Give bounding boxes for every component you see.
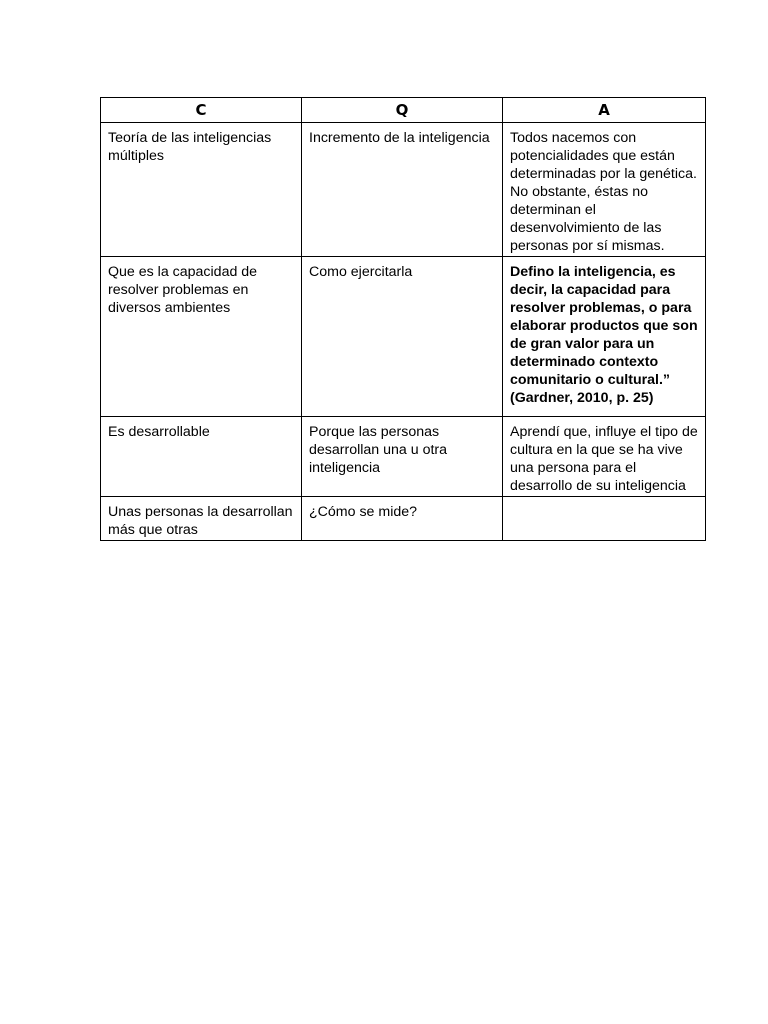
table-row — [101, 257, 706, 417]
cell-c: Que es la capacidad de resolver problemas en diversos ambientes — [101, 257, 302, 417]
table-row — [101, 497, 706, 541]
header-c: C — [101, 98, 302, 123]
cell-c: Teoría de las inteligencias múltiples — [101, 123, 302, 257]
cell-q: Como ejercitarla — [302, 257, 503, 417]
table-header-row — [101, 98, 706, 123]
cell-a — [503, 497, 706, 541]
header-a: A — [503, 98, 706, 123]
cell-q: Porque las personas desarrollan una u otra inteligencia — [302, 417, 503, 497]
cell-a: Todos nacemos con potencialidades que están determinadas por la genética. No obstante, éstas no determinan el desenvolvimiento de las personas por sí mismas. — [503, 123, 706, 257]
cell-a: Aprendí que, influye el tipo de cultura en la que se ha vive una persona para el desarrollo de su inteligencia — [503, 417, 706, 497]
cell-c: Unas personas la desarrollan más que otras — [101, 497, 302, 541]
table-row — [101, 417, 706, 497]
cell-c: Es desarrollable — [101, 417, 302, 497]
cell-a-quote: Defino la inteligencia, es decir, la capacidad para resolver problemas, o para elaborar productos que son de gran valor para un determinado contexto comunitario o cultural.” (Gardner, 2010, p. 25) — [503, 257, 706, 417]
header-q: Q — [302, 98, 503, 123]
cqa-table — [100, 97, 706, 541]
cell-q: Incremento de la inteligencia — [302, 123, 503, 257]
table-row — [101, 123, 706, 257]
cell-q: ¿Cómo se mide? — [302, 497, 503, 541]
